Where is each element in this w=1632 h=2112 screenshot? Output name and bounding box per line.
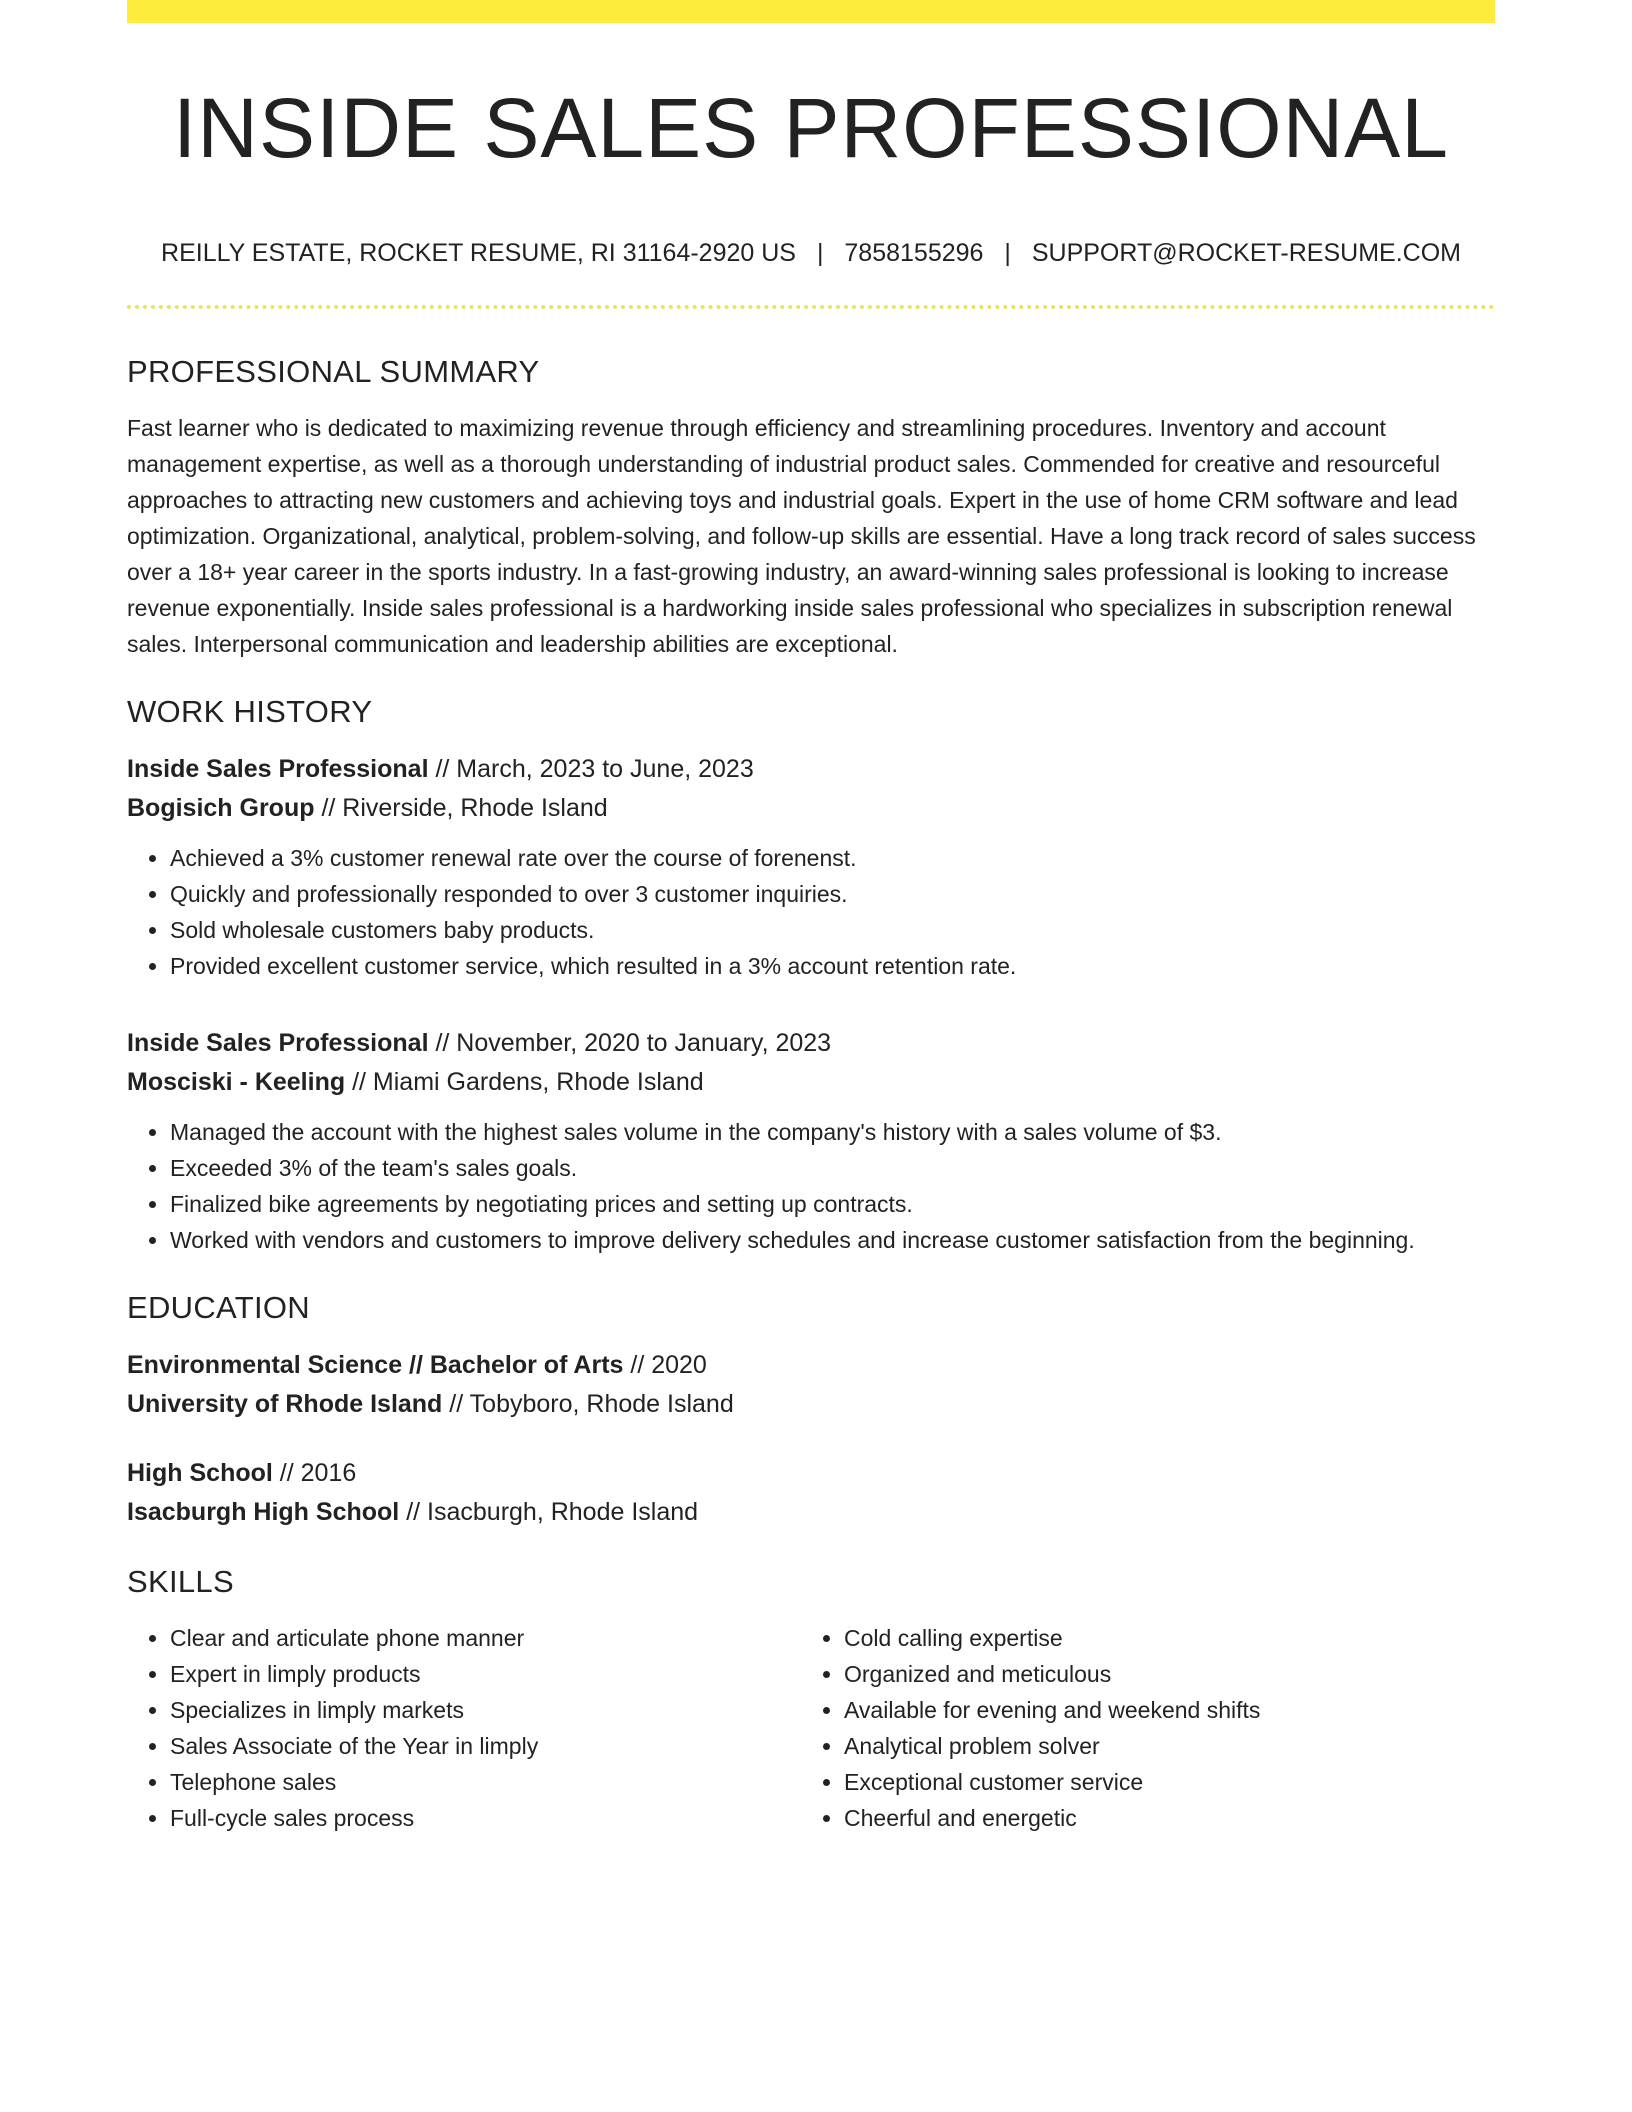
header-divider [127, 305, 1495, 309]
education-degree-line [127, 1346, 1495, 1385]
job-bullet: • Exceeded 3% of the team's sales goals. [170, 1150, 1495, 1186]
job-location: // Miami Gardens, Rhode Island [345, 1068, 704, 1096]
contact-address: REILLY ESTATE, ROCKET RESUME, RI 31164-2920 US [161, 239, 796, 267]
summary-heading: PROFESSIONAL SUMMARY [127, 354, 540, 389]
skill-item: • Organized and meticulous [844, 1656, 1475, 1692]
job-title: Inside Sales Professional [127, 755, 429, 783]
job-bullets [127, 840, 1495, 984]
skill-item: • Cheerful and energetic [844, 1800, 1475, 1836]
job-company: Bogisich Group [127, 794, 315, 822]
education-school-line [127, 1493, 1495, 1532]
job-bullet: • Sold wholesale customers baby products. [170, 912, 1495, 948]
education-section [127, 1288, 1495, 1532]
skill-item: • Cold calling expertise [844, 1620, 1475, 1656]
education-degree-line [127, 1454, 1495, 1493]
skill-item: • Exceptional customer service [844, 1764, 1475, 1800]
job-bullet: • Quickly and professionally responded to over 3 customer inquiries. [170, 876, 1495, 912]
skills-heading: SKILLS [127, 1564, 234, 1599]
education-year: // 2016 [272, 1459, 357, 1487]
skill-item: • Specializes in limply markets [170, 1692, 801, 1728]
education-degree: Environmental Science // Bachelor of Arts [127, 1351, 624, 1379]
job-bullets [127, 1114, 1495, 1258]
job-title: Inside Sales Professional [127, 1029, 429, 1057]
job-bullet: • Finalized bike agreements by negotiating prices and setting up contracts. [170, 1186, 1495, 1222]
job-dates: // November, 2020 to January, 2023 [428, 1029, 832, 1057]
job-title-line [127, 1024, 1495, 1063]
skill-item: • Sales Associate of the Year in limply [170, 1728, 801, 1764]
page-title: INSIDE SALES PROFESSIONAL [172, 81, 1450, 175]
job-bullet: • Provided excellent customer service, which resulted in a 3% account retention rate. [170, 948, 1495, 984]
contact-separator: | [816, 239, 824, 267]
job-company-line [127, 789, 1495, 828]
job-title-line [127, 750, 1495, 789]
job-dates: // March, 2023 to June, 2023 [428, 755, 754, 783]
education-location: // Tobyboro, Rhode Island [442, 1390, 734, 1418]
skill-item: • Full-cycle sales process [170, 1800, 801, 1836]
accent-bar [127, 0, 1495, 23]
summary-section [127, 352, 1495, 662]
job-bullet: • Achieved a 3% customer renewal rate over the course of forenenst. [170, 840, 1495, 876]
skills-section [127, 1562, 1495, 1836]
education-entry [127, 1454, 1495, 1532]
job-location: // Riverside, Rhode Island [314, 794, 608, 822]
education-school: University of Rhode Island [127, 1390, 443, 1418]
skills-columns [127, 1620, 1495, 1836]
job-bullet: • Managed the account with the highest sales volume in the company's history with a sales volume of $3. [170, 1114, 1495, 1150]
contact-phone: 7858155296 [844, 239, 984, 267]
contact-separator: | [1004, 239, 1011, 267]
work-history-section [127, 692, 1495, 1258]
skills-list-right [801, 1620, 1475, 1836]
education-school-line [127, 1385, 1495, 1424]
skill-item: • Clear and articulate phone manner [170, 1620, 801, 1656]
job-bullet: • Worked with vendors and customers to improve delivery schedules and increase customer satisfaction from the beginning. [170, 1222, 1495, 1258]
skill-item: • Telephone sales [170, 1764, 801, 1800]
contact-email: SUPPORT@ROCKET-RESUME.COM [1031, 239, 1461, 267]
education-degree: High School [127, 1459, 273, 1487]
skill-item: • Analytical problem solver [844, 1728, 1475, 1764]
education-entry [127, 1346, 1495, 1424]
skill-item: • Available for evening and weekend shifts [844, 1692, 1475, 1728]
contact-line [127, 236, 1495, 270]
resume-content [127, 352, 1495, 1836]
job-company-line [127, 1063, 1495, 1102]
job-entry [127, 1024, 1495, 1258]
job-entry [127, 750, 1495, 984]
summary-text: Fast learner who is dedicated to maximizing revenue through efficiency and streamlining procedures. Inventory and account management expertise, as well as a thorough understanding of industrial product sales. Commended for creative and resourceful approaches to attracting new customers and achieving toys and industrial goals. Expert in the use of home CRM software and lead optimization. Organizational, analytical, problem-solving, and follow-up skills are essential. Have a long track record of sales success over a 18+ year career in the sports industry. In a fast-growing industry, an award-winning sales professional is looking to increase revenue exponentially. Inside sales professional is a hardworking inside sales professional who specializes in subscription renewal sales. Interpersonal communication and leadership abilities are exceptional. [127, 415, 1476, 657]
education-school: Isacburgh High School [127, 1498, 400, 1526]
education-year: // 2020 [623, 1351, 707, 1379]
work-history-heading: WORK HISTORY [127, 694, 373, 729]
education-heading: EDUCATION [127, 1290, 310, 1325]
job-company: Mosciski - Keeling [127, 1068, 346, 1096]
education-location: // Isacburgh, Rhode Island [399, 1498, 699, 1526]
skills-list-left [127, 1620, 801, 1836]
skill-item: • Expert in limply products [170, 1656, 801, 1692]
